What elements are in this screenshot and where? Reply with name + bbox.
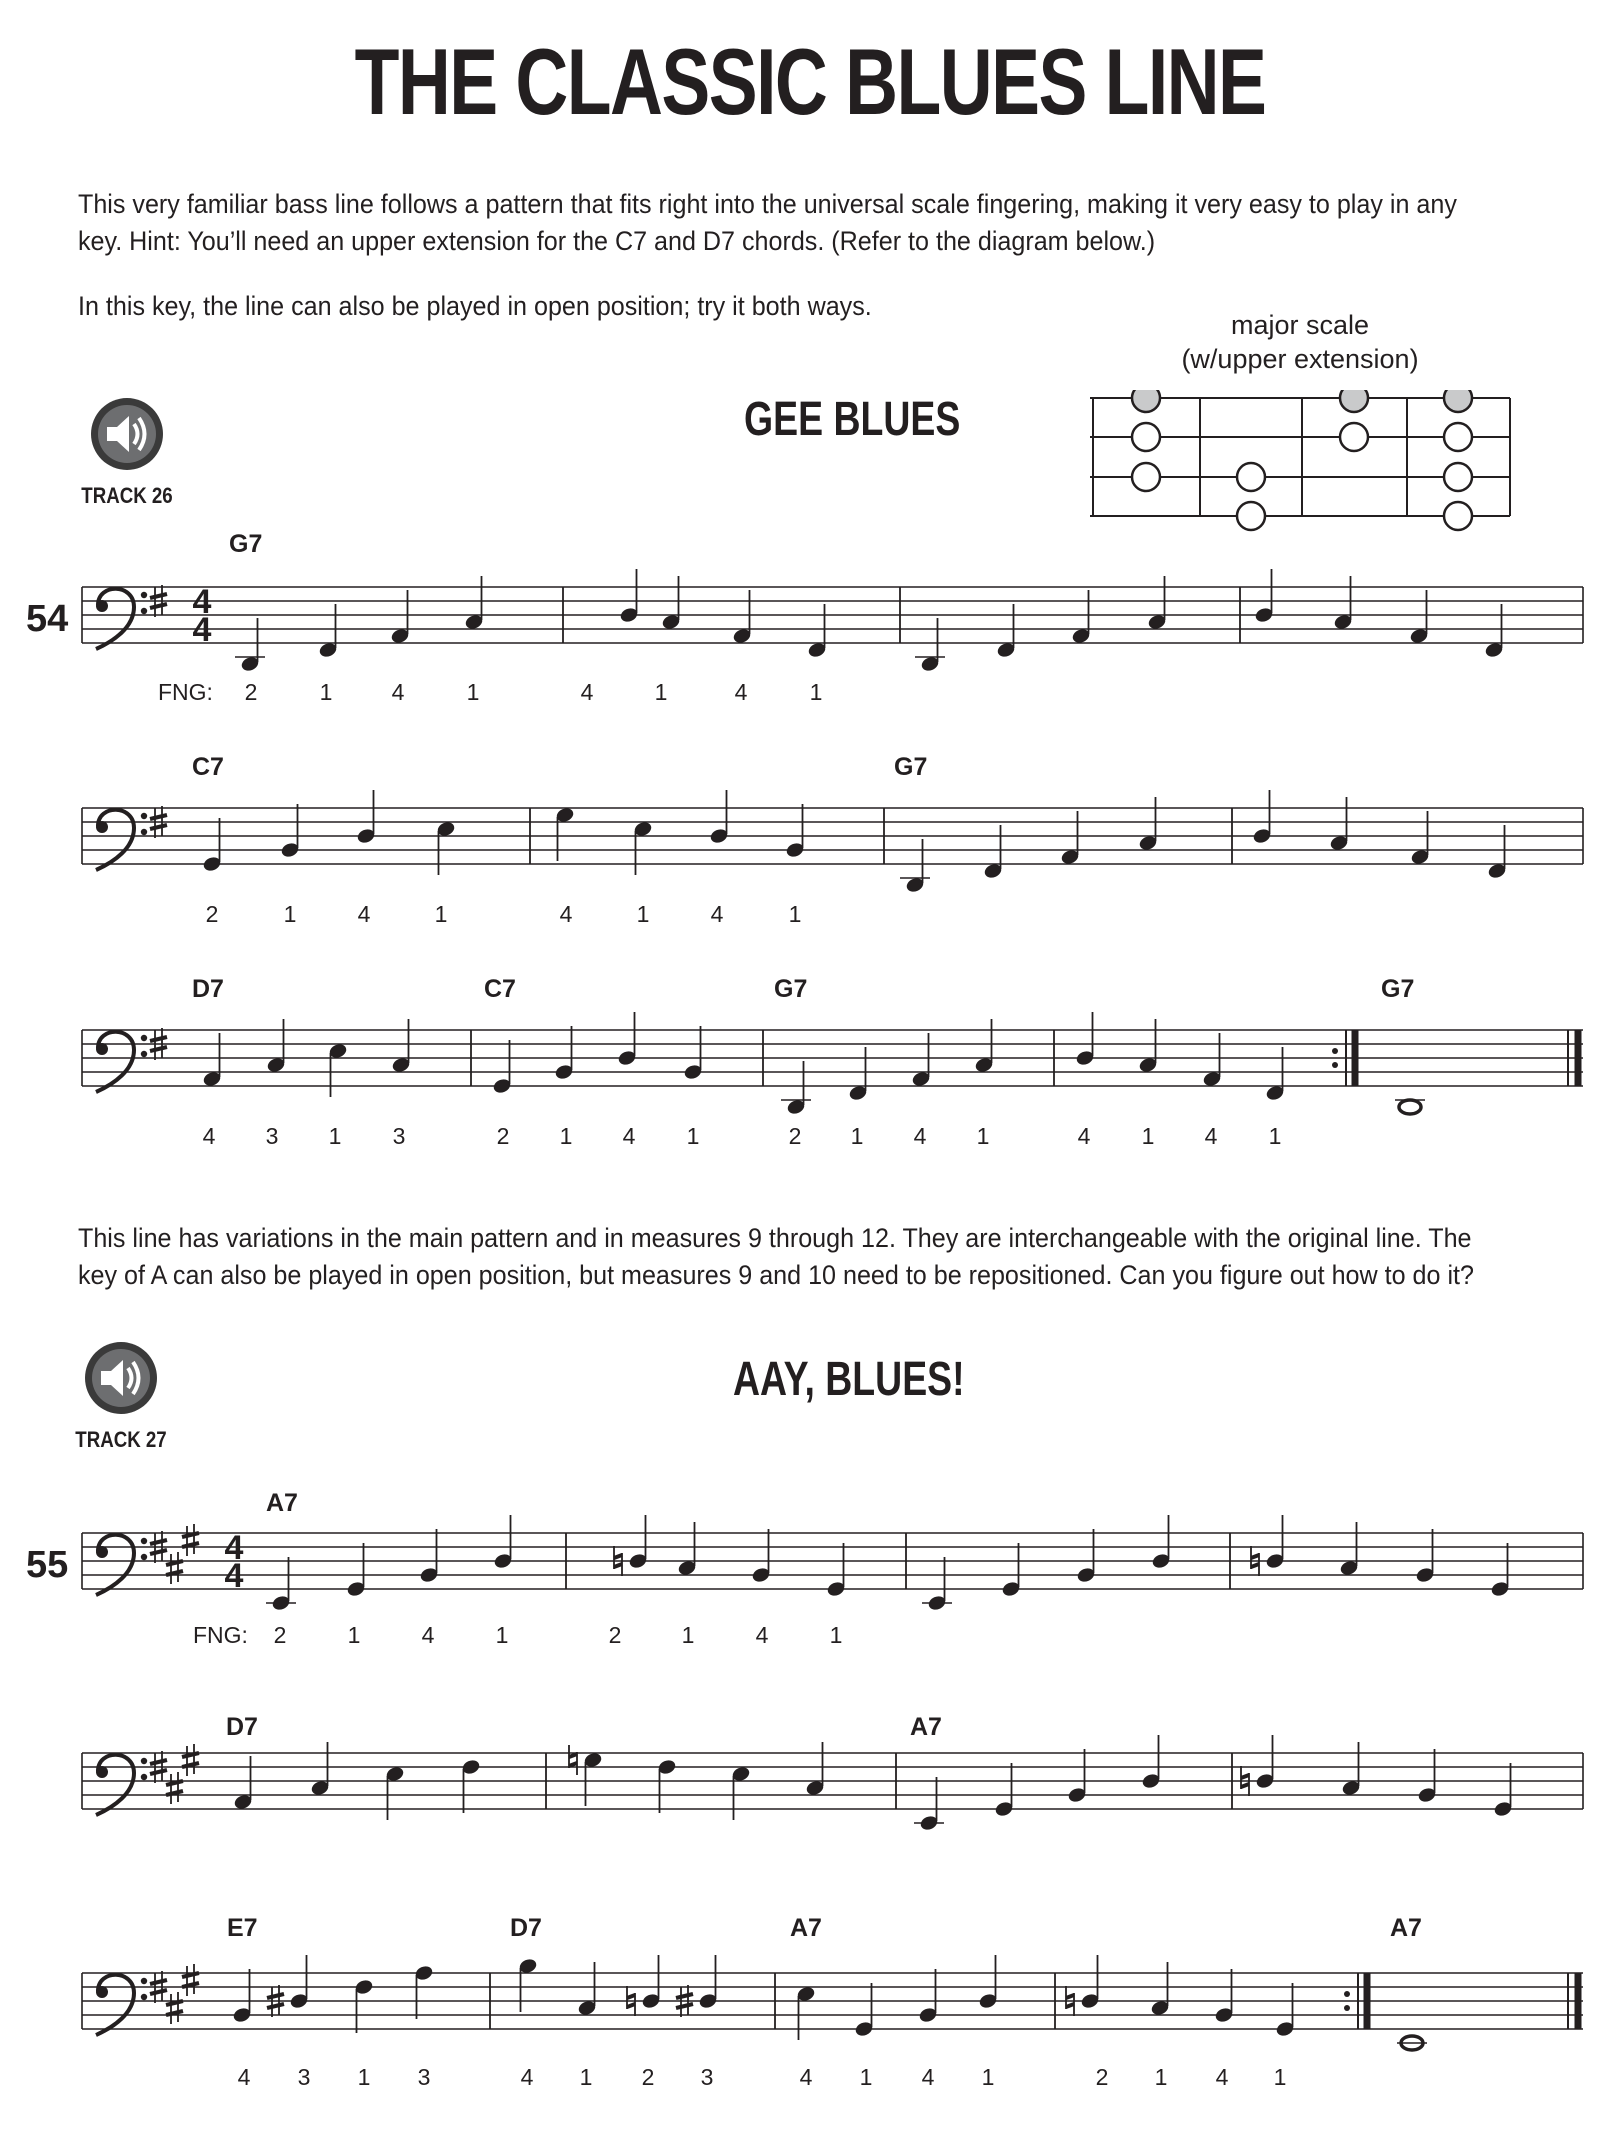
fingering-number: 2: [788, 1123, 802, 1149]
time-signature-bottom: 4: [224, 1557, 244, 1595]
fingering-number: 4: [913, 1123, 927, 1149]
quarter-note: [641, 1955, 661, 2010]
quarter-note: [785, 804, 805, 859]
quarter-note: [1341, 1742, 1361, 1797]
quarter-note: [280, 804, 300, 859]
quarter-note: [677, 1522, 697, 1577]
chord-symbol: G7: [774, 975, 808, 1003]
fingering-number: 1: [859, 2064, 873, 2090]
quarter-note: [346, 1543, 366, 1598]
quarter-note: [657, 1758, 677, 1813]
quarter-note: [414, 1964, 434, 2019]
sharp-icon: [182, 1744, 199, 1776]
quarter-note: [555, 806, 575, 861]
track-label: TRACK 26: [81, 483, 173, 508]
chord-symbol: A7: [1390, 1914, 1422, 1942]
page-title: THE CLASSIC BLUES LINE: [354, 29, 1266, 134]
quarter-note: [1141, 1735, 1161, 1790]
quarter-note: [583, 1751, 603, 1806]
diagram-label-line1: major scale: [1230, 310, 1370, 340]
fingering-number: 1: [788, 901, 802, 927]
sharp-icon: [182, 1964, 199, 1996]
fingering-number: 2: [1095, 2064, 1109, 2090]
quarter-note: [1254, 569, 1274, 624]
quarter-note: [807, 604, 827, 659]
fingering-number: 1: [636, 901, 650, 927]
staff: [82, 808, 1583, 864]
fingering-number: 2: [244, 679, 258, 705]
quarter-note: [1150, 1962, 1170, 2017]
whole-note: [1395, 1100, 1425, 1114]
quarter-note: [1138, 797, 1158, 852]
quarter-note: [1265, 1515, 1285, 1570]
quarter-note: [1484, 604, 1504, 659]
fingering-number: 4: [1215, 2064, 1229, 2090]
chord-symbol: G7: [1381, 975, 1415, 1003]
time-signature-top: 4: [224, 1529, 244, 1567]
quarter-note: [796, 1985, 816, 2040]
quarter-note: [1076, 1529, 1096, 1584]
quarter-note: [577, 1962, 597, 2017]
fingering-number: 4: [580, 679, 594, 705]
quarter-note: [266, 1019, 286, 1074]
fingering-number: 4: [202, 1123, 216, 1149]
fingering-number: 2: [641, 2064, 655, 2090]
bass-clef-icon: [96, 589, 147, 649]
quarter-note: [914, 1777, 944, 1832]
chord-symbol: E7: [227, 1914, 258, 1942]
quarter-note: [683, 1026, 703, 1081]
quarter-note: [751, 1529, 771, 1584]
quarter-note: [911, 1033, 931, 1088]
fingering-number: 4: [520, 2064, 534, 2090]
repeat-dot: [1344, 1991, 1350, 1997]
fingering-number: 4: [421, 1622, 435, 1648]
quarter-note: [709, 790, 729, 845]
chord-symbol: C7: [484, 975, 516, 1003]
quarter-note: [918, 1969, 938, 2024]
quarter-note: [1339, 1522, 1359, 1577]
sharp-icon: [166, 1992, 183, 2024]
quarter-note: [698, 1955, 718, 2010]
fingering-number: 1: [495, 1622, 509, 1648]
fingering-number: 4: [1204, 1123, 1218, 1149]
bass-clef-icon: [96, 1755, 147, 1815]
staff: [82, 587, 1583, 643]
quarter-note: [1409, 590, 1429, 645]
quarter-note: [1255, 1735, 1275, 1790]
intro-note: In this key, the line can also be played in open position; try it both ways.: [78, 291, 872, 321]
quarter-note: [1067, 1749, 1087, 1804]
fingering-number: 3: [297, 2064, 311, 2090]
fingering-number: 3: [265, 1123, 279, 1149]
quarter-note: [805, 1742, 825, 1797]
sharp-icon: [166, 1772, 183, 1804]
fingering-number: 1: [1268, 1123, 1282, 1149]
quarter-note: [289, 1955, 309, 2010]
quarter-note: [233, 1756, 253, 1811]
quarter-note: [1075, 1012, 1095, 1067]
fingering-number: 1: [850, 1123, 864, 1149]
quarter-note: [900, 839, 930, 894]
quarter-note: [978, 1955, 998, 2010]
whole-note: [1397, 2036, 1427, 2050]
fingering-number: 1: [283, 901, 297, 927]
fingering-number: 1: [559, 1123, 573, 1149]
quarter-note: [732, 590, 752, 645]
sharp-icon: [166, 1552, 183, 1584]
quarter-note: [731, 1765, 751, 1820]
quarter-note: [996, 604, 1016, 659]
quarter-note: [1138, 1019, 1158, 1074]
quarter-note: [554, 1026, 574, 1081]
fingering-label: FNG:: [158, 679, 213, 705]
fingering-number: 3: [417, 2064, 431, 2090]
quarter-note: [1417, 1749, 1437, 1804]
quarter-note: [1202, 1033, 1222, 1088]
chord-symbol: G7: [229, 530, 263, 558]
quarter-note: [922, 1557, 952, 1612]
chord-symbol: D7: [510, 1914, 542, 1942]
fingering-number: 1: [466, 679, 480, 705]
fingering-number: 4: [710, 901, 724, 927]
fingering-number: 4: [734, 679, 748, 705]
quarter-note: [202, 1033, 222, 1088]
quarter-note: [915, 618, 945, 673]
quarter-note: [848, 1047, 868, 1102]
fingering-number: 4: [799, 2064, 813, 2090]
quarter-note: [628, 1515, 648, 1570]
time-signature-top: 4: [192, 583, 212, 621]
fingering-number: 1: [654, 679, 668, 705]
quarter-note: [1493, 1763, 1513, 1818]
quarter-note: [617, 1012, 637, 1067]
bass-clef-icon: [96, 810, 147, 870]
fingering-number: 4: [622, 1123, 636, 1149]
time-signature-bottom: 4: [192, 611, 212, 649]
quarter-note: [391, 1019, 411, 1074]
quarter-note: [781, 1061, 811, 1116]
quarter-note: [493, 1515, 513, 1570]
quarter-note: [436, 820, 456, 875]
quarter-note: [1410, 811, 1430, 866]
quarter-note: [1214, 1969, 1234, 2024]
quarter-note: [1490, 1543, 1510, 1598]
chord-symbol: A7: [910, 1713, 942, 1741]
fingering-number: 1: [809, 679, 823, 705]
fingering-number: 1: [829, 1622, 843, 1648]
quarter-note: [983, 825, 1003, 880]
quarter-note: [390, 590, 410, 645]
fingering-number: 2: [608, 1622, 622, 1648]
quarter-note: [661, 576, 681, 631]
quarter-note: [266, 1557, 296, 1612]
quarter-note: [1275, 1983, 1295, 2038]
quarter-note: [1415, 1529, 1435, 1584]
fingering-number: 1: [347, 1622, 361, 1648]
quarter-note: [1147, 576, 1167, 631]
quarter-note: [619, 569, 639, 624]
quarter-note: [1329, 797, 1349, 852]
repeat-dot: [1344, 2005, 1350, 2011]
quarter-note: [492, 1040, 512, 1095]
quarter-note: [1001, 1543, 1021, 1598]
quarter-note: [633, 820, 653, 875]
quarter-note: [419, 1529, 439, 1584]
fingering-number: 3: [392, 1123, 406, 1149]
fingering-label: FNG:: [193, 1622, 248, 1648]
quarter-note: [354, 1978, 374, 2033]
bass-clef-icon: [96, 1975, 147, 2035]
fingering-number: 4: [237, 2064, 251, 2090]
fingering-number: 4: [1077, 1123, 1091, 1149]
staff: [82, 1533, 1583, 1589]
quarter-note: [826, 1543, 846, 1598]
intro-paragraph: This very familiar bass line follows a pattern that fits right into the universal scale fingering, making it very easy to play in any key. Hint: You’ll need an upper extension for the C7 and D7 chords. (Refer to the diagram below.): [78, 189, 1457, 256]
fingering-number: 1: [686, 1123, 700, 1149]
fingering-number: 1: [1154, 2064, 1168, 2090]
quarter-note: [518, 1957, 538, 2012]
fingering-number: 4: [755, 1622, 769, 1648]
song-title-aay-blues: AAY, BLUES!: [733, 1353, 965, 1406]
chord-symbol: D7: [226, 1713, 258, 1741]
fingering-number: 1: [357, 2064, 371, 2090]
chord-symbol: A7: [790, 1914, 822, 1942]
quarter-note: [1487, 825, 1507, 880]
quarter-note: [974, 1019, 994, 1074]
quarter-note: [854, 1983, 874, 2038]
chord-symbol: G7: [894, 753, 928, 781]
repeat-dot: [1332, 1062, 1338, 1068]
quarter-note: [994, 1763, 1014, 1818]
quarter-note: [461, 1758, 481, 1813]
natural-icon: [569, 1745, 577, 1775]
bass-clef-icon: [96, 1032, 147, 1092]
quarter-note: [318, 604, 338, 659]
exercise-number: 55: [26, 1544, 69, 1586]
quarter-note: [202, 818, 222, 873]
quarter-note: [310, 1742, 330, 1797]
diagram-label-line2: (w/upper extension): [1181, 344, 1419, 374]
fingering-number: 3: [700, 2064, 714, 2090]
quarter-note: [1151, 1515, 1171, 1570]
fingering-number: 2: [496, 1123, 510, 1149]
quarter-note: [356, 790, 376, 845]
chord-symbol: A7: [266, 1489, 298, 1517]
quarter-note: [235, 618, 265, 673]
fingering-number: 4: [921, 2064, 935, 2090]
quarter-note: [232, 1969, 252, 2024]
quarter-note: [1252, 790, 1272, 845]
chord-symbol: C7: [192, 753, 224, 781]
fingering-number: 1: [1141, 1123, 1155, 1149]
fingering-number: 1: [976, 1123, 990, 1149]
repeat-dot: [1332, 1048, 1338, 1054]
quarter-note: [328, 1042, 348, 1097]
fingering-number: 1: [1273, 2064, 1287, 2090]
middle-paragraph: This line has variations in the main pattern and in measures 9 through 12. They are interchangeable with the original line. The key of A can also be played in open position, but measures 9 and 10 need to be repositioned. Can you figure out how to do it?: [78, 1223, 1474, 1290]
fingering-number: 4: [391, 679, 405, 705]
fingering-number: 1: [681, 1622, 695, 1648]
fingering-number: 1: [319, 679, 333, 705]
quarter-note: [1060, 811, 1080, 866]
fingering-number: 1: [981, 2064, 995, 2090]
quarter-note: [1333, 576, 1353, 631]
fingering-number: 2: [273, 1622, 287, 1648]
quarter-note: [1071, 590, 1091, 645]
sharp-icon: [182, 1524, 199, 1556]
quarter-note: [1265, 1047, 1285, 1102]
fingering-number: 1: [434, 901, 448, 927]
track-label: TRACK 27: [75, 1427, 167, 1452]
fingering-number: 1: [579, 2064, 593, 2090]
chord-symbol: D7: [192, 975, 224, 1003]
fingering-number: 2: [205, 901, 219, 927]
quarter-note: [1080, 1955, 1100, 2010]
song-title-gee-blues: GEE BLUES: [744, 393, 961, 446]
quarter-note: [385, 1765, 405, 1820]
exercise-number: 54: [26, 598, 69, 640]
fingering-number: 1: [328, 1123, 342, 1149]
fingering-number: 4: [559, 901, 573, 927]
bass-clef-icon: [96, 1535, 147, 1595]
quarter-note: [464, 576, 484, 631]
fingering-number: 4: [357, 901, 371, 927]
